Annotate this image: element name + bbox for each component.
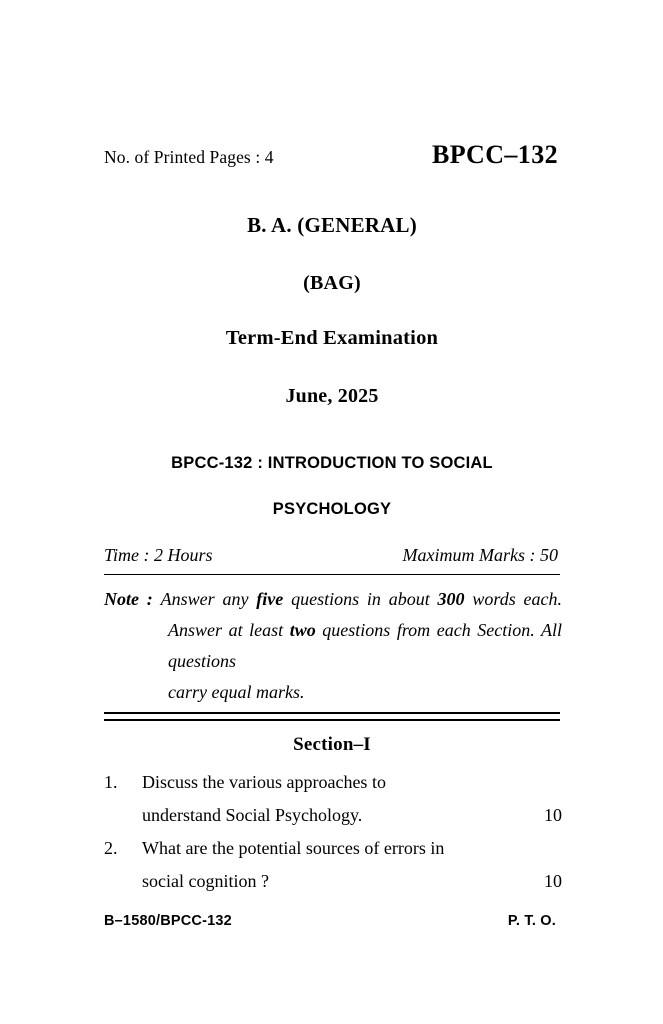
note-text-1: Answer any (160, 589, 257, 609)
question-text-tail (142, 865, 562, 898)
course-title (104, 440, 560, 532)
question-text-tail (142, 799, 562, 832)
course-title-line-2: PSYCHOLOGY (272, 500, 392, 518)
section-heading: Section–I (293, 734, 371, 755)
page-header (104, 140, 560, 170)
course-title-line-1: BPCC-132 : INTRODUCTION TO SOCIAL (171, 454, 493, 472)
question-text-main: Discuss the various approaches to (142, 772, 386, 792)
examination-title: Term-End Examination (225, 327, 439, 349)
question-marks: 10 (544, 804, 562, 825)
note-emphasis-five: five (256, 589, 284, 609)
question-text-tail-words: social cognition ? (142, 870, 269, 891)
note-emphasis-two: two (289, 620, 316, 640)
instructions-note (104, 584, 562, 708)
note-emphasis-300: 300 (437, 589, 465, 609)
question-number: 1. (104, 772, 118, 792)
horizontal-rule-double (104, 712, 560, 721)
question-number: 2. (104, 838, 118, 858)
horizontal-rule-single (104, 574, 560, 575)
note-text-4: questions from each Section. All questions (168, 620, 563, 671)
exam-info-row (104, 545, 560, 566)
question-text (142, 838, 562, 897)
question-marks: 10 (544, 870, 562, 891)
maximum-marks: Maximum Marks : 50 (402, 545, 558, 565)
questions-list (104, 766, 562, 898)
program-title: (BAG) (303, 272, 361, 294)
degree-title: B. A. (GENERAL) (247, 213, 417, 237)
note-label: Note : (104, 589, 153, 609)
note-text-3: words each. Answer at least (168, 589, 563, 640)
question-item (104, 832, 562, 897)
printed-pages-count: No. of Printed Pages : 4 (104, 147, 274, 167)
note-text-2: questions in about (283, 589, 438, 609)
note-last-line: carry equal marks. (168, 682, 305, 702)
paper-code: BPCC–132 (432, 140, 558, 169)
page-footer (104, 913, 560, 929)
question-text-main: What are the potential sources of errors in (142, 838, 445, 858)
question-text (142, 772, 562, 831)
exam-duration: Time : 2 Hours (104, 545, 213, 565)
footer-reference-code: B–1580/BPCC-132 (104, 913, 232, 929)
question-text-tail-words: understand Social Psychology. (142, 804, 363, 825)
examination-session: June, 2025 (285, 385, 379, 407)
page-turn-over-label: P. T. O. (507, 913, 556, 929)
question-item (104, 766, 562, 831)
note-space (153, 589, 161, 609)
